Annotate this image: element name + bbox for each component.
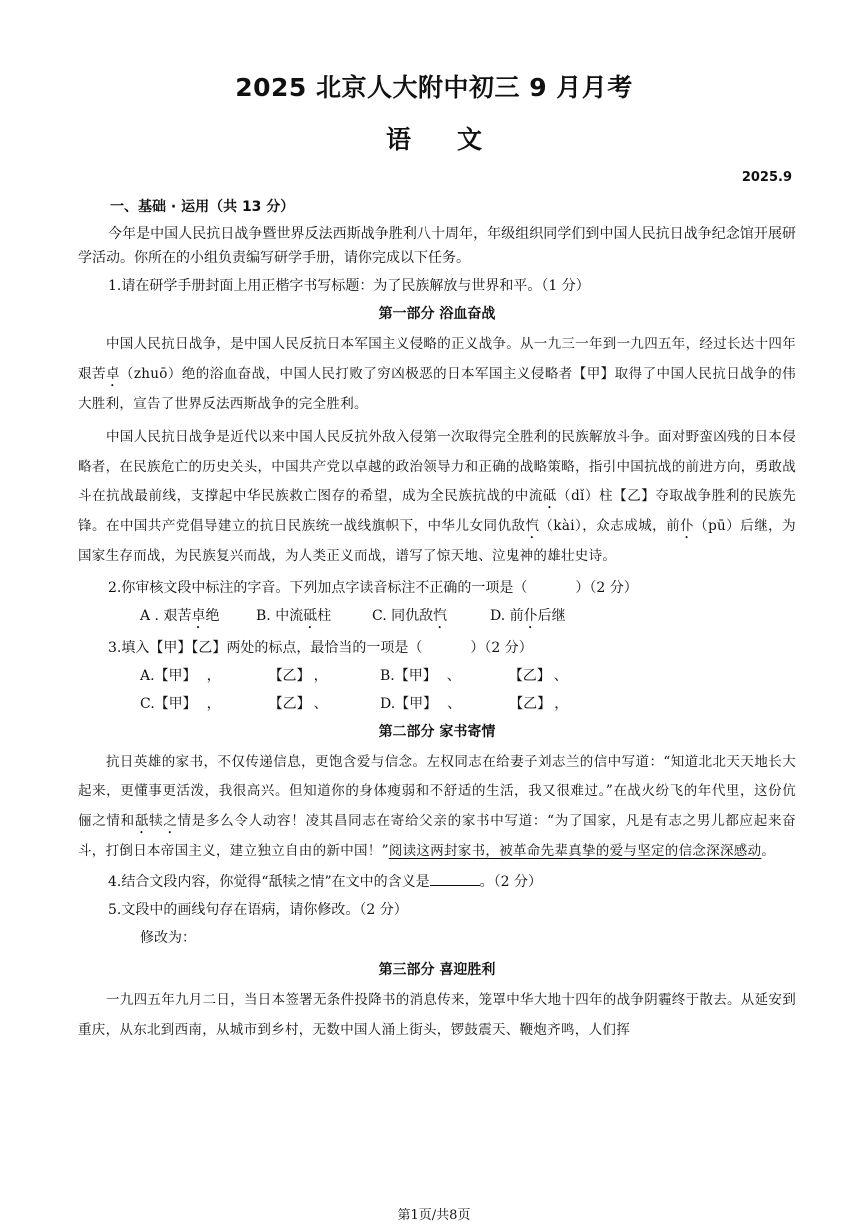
option-mark: 、 [313,695,328,712]
passage-paragraph: 一九四五年九月二日，当日本签署无条件投降书的消息传来，笼罩中华大地十四年的战争阴霾终于散去。从延安到重庆，从东北到西南，从城市到乡村，无数中国人涌上街头，锣鼓震天、鞭炮齐鸣，人们挥 [78,992,796,1038]
option-text: D. 前 [490,607,524,624]
part-heading-3: 第三部分 喜迎胜利 [378,962,496,978]
dotted-char: 舐 [134,812,150,829]
part-heading-1: 第一部分 浴血奋战 [378,306,496,322]
option-text: 后继 [537,607,566,624]
passage-paragraph [78,748,796,867]
subject-title: 语文 [385,125,528,154]
option-label: B.【甲】 [380,667,437,684]
question-4 [78,870,796,894]
option-label: D.【甲】 [380,695,438,712]
option-text: 绝 [205,607,220,624]
part-heading-2: 第二部分 家书寄情 [378,723,496,740]
option-mark: ， [313,667,328,684]
option-mark: ， [206,667,221,684]
exam-content [78,196,796,1049]
option-text: 柱 [317,607,332,624]
page-title: 2025 北京人大附中初三 9 月月考 [235,73,633,102]
option-a[interactable] [140,664,380,688]
text-span: 犊 [149,812,164,829]
option-text: B. 中流 [256,607,304,624]
dotted-char: 之 [163,812,178,829]
option-label: C.【甲】 [140,695,197,712]
underlined-sentence: 阅读这两封家书，被革命先辈真挚的爱与坚定的信念深深感动 [388,842,762,859]
question-2 [78,576,796,600]
question-1: 1.请在研学手册封面上用正楷字书写标题：为了民族解放与世界和平。（1 分） [108,278,590,294]
option-b[interactable] [380,664,568,688]
dotted-char: 卓 [105,365,120,382]
section-intro: 今年是中国人民抗日战争暨世界反法西斯战争胜利八十周年，年级组织同学们到中国人民抗日战争纪念馆开展研学活动。你所在的小组负责编写研学手册，请你完成以下任务。 [78,226,796,266]
option-d[interactable] [380,692,568,716]
question-score: ）（2 分） [470,639,533,656]
question-score: ）（2 分） [575,579,638,596]
dotted-char: 砥 [542,488,558,504]
question-3-options-row [140,664,796,688]
text-span: （zhuō）绝的浴血奋战，中国人民打败了穷凶极恶的日本军国主义侵略者【甲】取得了中国人民抗日战争的伟大胜利，宣告了世界反法西斯战争的完全胜利。 [78,365,796,412]
option-mark: 、 [446,667,461,684]
option-text: A . 艰苦 [140,607,192,624]
text-span: 。 [761,842,776,859]
question-stem: 3.填入【甲】【乙】两处的标点，最恰当的一项是（ [108,639,423,656]
passage-paragraph [78,423,796,572]
text-span: （dǐ）柱【乙】夺取战争胜利的民族先锋。在中国共产党倡导建立的抗日民族统一战线旗帜下，中华儿女同仇敌 [78,488,796,534]
option-label: A.【甲】 [140,667,197,684]
option-mark: ， [554,695,569,712]
option-c[interactable] [140,692,380,716]
dotted-char: 忾 [433,607,448,624]
dotted-char: 卓 [191,607,206,624]
option-a[interactable] [140,604,256,632]
option-d[interactable] [490,604,566,632]
option-mark: 、 [447,695,462,712]
option-c[interactable] [372,604,490,632]
text-span: 抗日英雄的家书，不仅传递信息，更饱含爱与信念。左权同志在给妻子刘志兰的信中写道：“知道北北天天地长大起来，更懂事更活泼，我很高兴。但知道你的身体瘦弱和不舒适的生活，我又很难过。”在战火纷飞的年代里，这份伉俪之情和 [78,753,796,829]
passage-paragraph [78,330,796,419]
text-span: （kài），众志成城，前 [539,518,681,534]
option-label: 【乙】 [508,667,544,684]
text-span: 中国人民抗日战争是近代以来中国人民反抗外敌入侵第一次取得完全胜利的民族解放斗争。面对野蛮凶残的日本侵略者，在民族危亡的历史关头，中国共产党以卓越的政治领导力和正确的战略策略，指引中国抗战的前进方向，勇敢战斗在抗战最前线，支撑起中华民族救亡图存的希望，成为全民族抗战的中流 [78,429,796,504]
text-span: （pū）后继，为国家生存而战，为民族复兴而战，为人类正义而战，谱写了惊天地、泣鬼神的雄壮史诗。 [78,518,796,564]
modify-label: 修改为： [140,930,196,946]
question-2-options [140,604,796,632]
option-label: 【乙】 [268,667,304,684]
question-3-options-row [140,692,796,716]
question-stem: 4.结合文段内容，你觉得“舐犊之情”在文中的含义是 [108,874,430,890]
text-span: 情是多么令人动容！凌其昌同志在寄给父亲的家书中写道：“为了国家，凡是有志之男儿都应起来奋斗，打倒日本帝国主义，建立独立自由的新中国！” [78,812,796,859]
option-label: 【乙】 [268,695,304,712]
question-stem: 2.你审核文段中标注的字音。下列加点字读音标注不正确的一项是（ [108,579,528,596]
option-b[interactable] [256,604,372,632]
option-text: C. 同仇敌 [372,607,434,624]
answer-line[interactable] [430,871,480,886]
text-span: 中国人民抗日战争，是中国人民反抗日本军国主义侵略的正义战争。从一九三一年到一九四五年，经过长达十四年艰苦 [78,336,796,382]
dotted-char: 忾 [525,518,540,534]
option-label: 【乙】 [509,695,545,712]
question-score: 。（2 分） [479,874,543,890]
dotted-char: 仆 [680,518,695,534]
option-mark: 、 [553,667,568,684]
exam-date: 2025.9 [741,170,792,185]
section-heading: 一、基础 · 运用（共 13 分） [110,199,295,215]
question-3 [78,636,796,660]
dotted-char: 仆 [523,607,538,624]
question-5: 5.文段中的画线句存在语病，请你修改。（2 分） [108,902,408,918]
page-number: 第1页/共8页 [397,1208,471,1223]
dotted-char: 砥 [303,607,318,624]
option-mark: ， [206,695,221,712]
